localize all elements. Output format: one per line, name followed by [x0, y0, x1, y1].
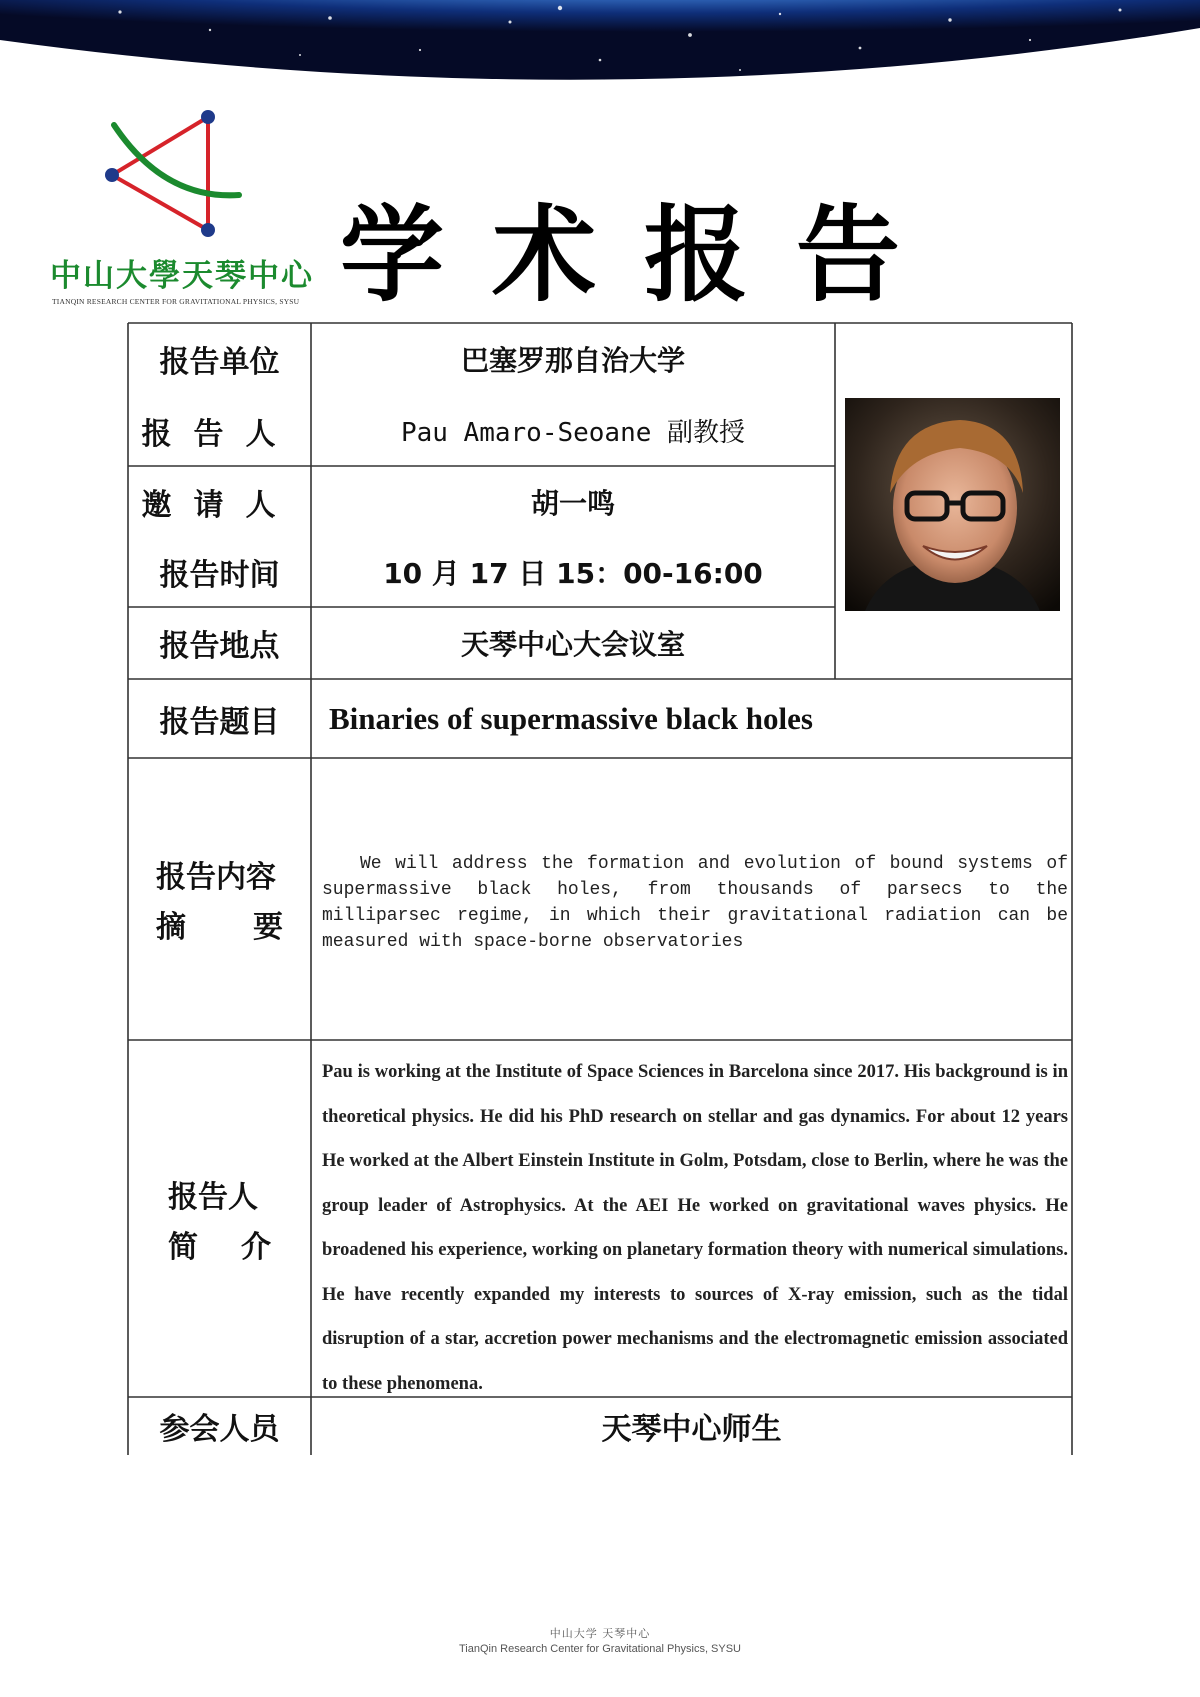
- inviter-value: 胡一鸣: [530, 486, 615, 520]
- footer-chinese: 中山大学 天琴中心: [549, 1627, 651, 1640]
- attendees-label: 参会人员: [159, 1412, 280, 1447]
- topic-value-cell: [311, 679, 1072, 758]
- time-value: 10 月 17 日 15：00-16:00: [383, 557, 763, 590]
- unit-label: 报告单位: [159, 345, 280, 380]
- time-label: 报告时间: [159, 558, 280, 593]
- unit-value-cell: [311, 323, 835, 395]
- abstract-label-cell: [128, 758, 311, 1040]
- topic-label-cell: [128, 679, 311, 758]
- attendees-label-cell: [128, 1397, 311, 1455]
- page-title: 学术报告: [340, 193, 949, 316]
- logo-chinese-name: 中山大學天琴中心: [50, 258, 314, 294]
- bio-label-line1: 报告人: [168, 1179, 258, 1215]
- inviter-value-cell: [311, 466, 835, 537]
- unit-value: 巴塞罗那自治大学: [460, 344, 685, 377]
- topic-value: Binaries of supermassive black holes: [329, 700, 813, 736]
- inviter-label-cell: [128, 466, 311, 537]
- abstract-label-line1: 报告内容: [156, 860, 276, 895]
- logo-english-name: TIANQIN RESEARCH CENTER FOR GRAVITATIONAL PHYSICS, SYSU: [52, 297, 300, 306]
- starfield-banner: [0, 0, 1200, 100]
- bio-label-line2: 简介: [168, 1229, 271, 1265]
- time-label-cell: [128, 537, 311, 607]
- footer-english: TianQin Research Center for Gravitational Physics, SYSU: [458, 1643, 742, 1655]
- speaker-label-cell: [128, 395, 311, 466]
- speaker-value: Pau Amaro-Seoane 副教授: [400, 418, 746, 448]
- inviter-label: 邀请人: [141, 487, 298, 523]
- topic-label: 报告题目: [159, 704, 280, 740]
- abstract-label-line2: 摘要: [156, 910, 283, 945]
- abstract-text: We will address the formation and evolution of bound systems of supermassive black holes, from thousands of parsecs to the milliparsec regime, in which their gravitational radiation can be measured with space-borne observatories: [322, 854, 1068, 952]
- venue-label: 报告地点: [159, 629, 280, 664]
- attendees-value-cell: [311, 1397, 1072, 1455]
- speaker-portrait: [845, 398, 1060, 611]
- tianqin-triangle-logo: [44, 105, 334, 255]
- bio-text: Pau is working at the Institute of Space Sciences in Barcelona since 2017. His background is in theoretical physics. He did his PhD research on stellar and gas dynamics. For about 12 years He worked at the Albert Einstein Institute in Golm, Potsdam, close to Berlin, where he was the group leader of Astrophysics. At the AEI He worked on gravitational waves physics. He broadened his experience, working on planetary formation theory with numerical simulations. He have recently expanded my interests to sources of X-ray emission, such as the tidal disruption of a star, accretion power mechanisms and the electromagnetic emission associated to these phenomena.: [322, 1062, 1068, 1394]
- venue-label-cell: [128, 607, 311, 679]
- speaker-label: 报告人: [141, 416, 298, 452]
- time-value-cell: [311, 537, 835, 607]
- venue-value-cell: [311, 607, 835, 679]
- bio-label-cell: [128, 1040, 311, 1397]
- venue-value: 天琴中心大会议室: [460, 628, 685, 661]
- attendees-value: 天琴中心师生: [601, 1412, 782, 1447]
- unit-label-cell: [128, 323, 311, 395]
- speaker-value-cell: [311, 395, 835, 466]
